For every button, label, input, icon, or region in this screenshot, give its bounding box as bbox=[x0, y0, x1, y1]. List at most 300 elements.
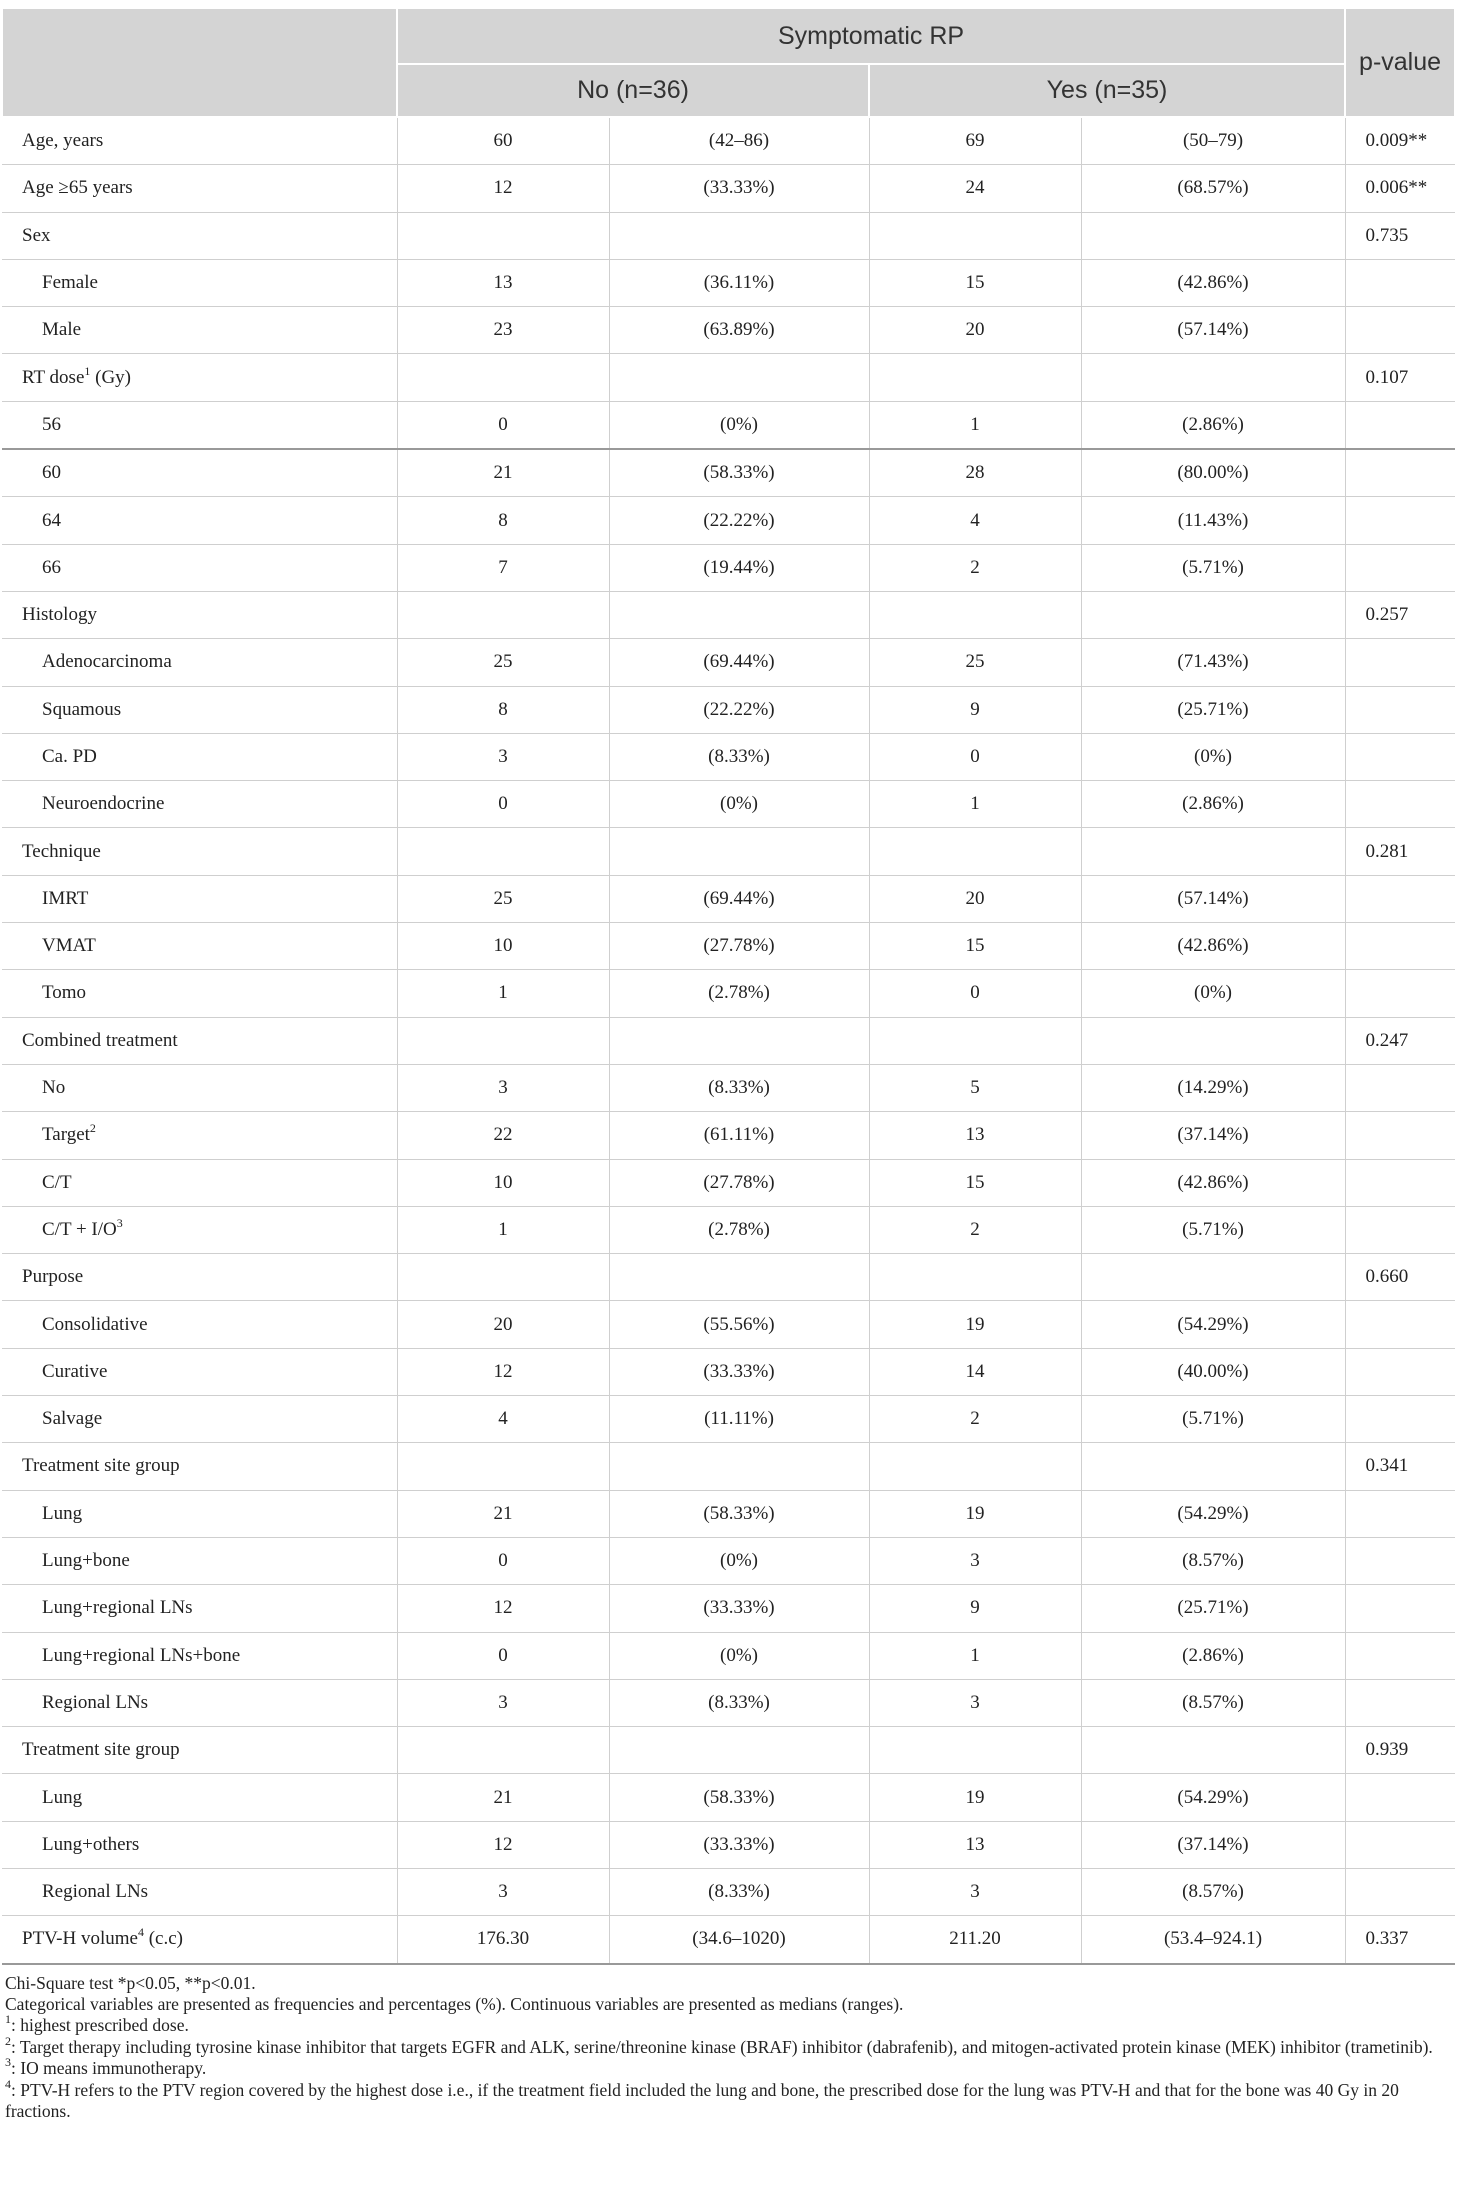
cell-no-count: 3 bbox=[397, 1868, 609, 1915]
table-row bbox=[2, 307, 1455, 354]
table-row bbox=[2, 544, 1455, 591]
row-label bbox=[2, 1727, 397, 1774]
cell-yes-percent: (8.57%) bbox=[1081, 1537, 1345, 1584]
row-label bbox=[2, 401, 397, 449]
cell-yes-percent bbox=[1081, 591, 1345, 638]
row-label bbox=[2, 686, 397, 733]
cell-yes-percent: (54.29%) bbox=[1081, 1774, 1345, 1821]
table-row bbox=[2, 828, 1455, 875]
cell-yes-count: 9 bbox=[869, 686, 1081, 733]
cell-yes-count: 20 bbox=[869, 875, 1081, 922]
cell-no-count: 23 bbox=[397, 307, 609, 354]
cell-no-count: 12 bbox=[397, 1585, 609, 1632]
row-label-text: PTV-H volume bbox=[22, 1928, 138, 1950]
table-row bbox=[2, 1916, 1455, 1964]
cell-pvalue: 0.257 bbox=[1345, 591, 1455, 638]
row-label bbox=[2, 1206, 397, 1253]
cell-yes-count: 1 bbox=[869, 781, 1081, 828]
cell-pvalue bbox=[1345, 1112, 1455, 1159]
cell-yes-count: 2 bbox=[869, 1206, 1081, 1253]
row-label bbox=[2, 117, 397, 165]
row-label-text: VMAT bbox=[42, 935, 96, 957]
cell-yes-count: 25 bbox=[869, 639, 1081, 686]
cell-no-percent: (22.22%) bbox=[609, 497, 869, 544]
cell-pvalue bbox=[1345, 1821, 1455, 1868]
table-row bbox=[2, 1159, 1455, 1206]
row-label-text: Female bbox=[42, 272, 98, 294]
cell-pvalue: 0.735 bbox=[1345, 212, 1455, 259]
cell-pvalue: 0.107 bbox=[1345, 354, 1455, 401]
row-label-text: 60 bbox=[42, 462, 61, 484]
footnote-text: Categorical variables are presented as frequencies and percentages (%). Continuous variables are presented as medians (ranges). bbox=[5, 1993, 904, 2014]
cell-pvalue bbox=[1345, 1537, 1455, 1584]
cell-no-percent: (58.33%) bbox=[609, 1490, 869, 1537]
row-label-text: Regional LNs bbox=[42, 1691, 149, 1713]
cell-no-percent: (22.22%) bbox=[609, 686, 869, 733]
cell-pvalue bbox=[1345, 781, 1455, 828]
cell-pvalue: 0.281 bbox=[1345, 828, 1455, 875]
cell-yes-percent: (25.71%) bbox=[1081, 686, 1345, 733]
cell-yes-percent: (37.14%) bbox=[1081, 1821, 1345, 1868]
footnote-text: Chi-Square test *p<0.05, **p<0.01. bbox=[5, 1972, 256, 1993]
row-label-text: Squamous bbox=[42, 698, 122, 720]
cell-pvalue bbox=[1345, 1064, 1455, 1111]
cell-yes-percent bbox=[1081, 1727, 1345, 1774]
table-body bbox=[2, 117, 1455, 1964]
cell-no-count: 0 bbox=[397, 1632, 609, 1679]
row-label-text: Salvage bbox=[42, 1408, 103, 1430]
cell-no-count bbox=[397, 212, 609, 259]
cell-yes-percent: (50–79) bbox=[1081, 117, 1345, 165]
cell-no-count: 8 bbox=[397, 686, 609, 733]
cell-no-percent: (0%) bbox=[609, 401, 869, 449]
cell-yes-percent: (5.71%) bbox=[1081, 1206, 1345, 1253]
cell-pvalue bbox=[1345, 1868, 1455, 1915]
cell-yes-count: 4 bbox=[869, 497, 1081, 544]
cell-no-percent bbox=[609, 828, 869, 875]
cell-no-count: 25 bbox=[397, 639, 609, 686]
cell-no-percent: (27.78%) bbox=[609, 1159, 869, 1206]
cell-yes-count: 3 bbox=[869, 1679, 1081, 1726]
row-label-text: Curative bbox=[42, 1360, 108, 1382]
table-row bbox=[2, 449, 1455, 497]
cell-pvalue bbox=[1345, 1206, 1455, 1253]
results-table bbox=[1, 7, 1456, 1965]
cell-no-percent: (58.33%) bbox=[609, 1774, 869, 1821]
cell-no-percent bbox=[609, 354, 869, 401]
row-label-text: RT dose bbox=[22, 366, 85, 388]
row-label bbox=[2, 1821, 397, 1868]
cell-no-percent: (0%) bbox=[609, 1537, 869, 1584]
table-row bbox=[2, 1064, 1455, 1111]
cell-yes-percent: (0%) bbox=[1081, 970, 1345, 1017]
row-label bbox=[2, 1443, 397, 1490]
table-row bbox=[2, 497, 1455, 544]
cell-no-count: 3 bbox=[397, 1064, 609, 1111]
row-label bbox=[2, 1585, 397, 1632]
footnote-text: : PTV-H refers to the PTV region covered by the highest dose i.e., if the treatment field included the lung and bone, the prescribed dose for the lung was PTV-H and that for the bone was 40 Gy in 20 fractions. bbox=[5, 2079, 1399, 2122]
cell-yes-count: 9 bbox=[869, 1585, 1081, 1632]
cell-pvalue bbox=[1345, 449, 1455, 497]
cell-no-count: 21 bbox=[397, 1490, 609, 1537]
row-label bbox=[2, 1396, 397, 1443]
cell-no-percent: (36.11%) bbox=[609, 259, 869, 306]
cell-no-percent: (2.78%) bbox=[609, 970, 869, 1017]
cell-yes-percent: (42.86%) bbox=[1081, 1159, 1345, 1206]
cell-yes-percent: (2.86%) bbox=[1081, 1632, 1345, 1679]
table-row bbox=[2, 354, 1455, 401]
cell-yes-percent: (25.71%) bbox=[1081, 1585, 1345, 1632]
row-label bbox=[2, 259, 397, 306]
row-label bbox=[2, 1159, 397, 1206]
cell-no-count: 7 bbox=[397, 544, 609, 591]
cell-pvalue bbox=[1345, 639, 1455, 686]
table-row bbox=[2, 1206, 1455, 1253]
cell-yes-count: 13 bbox=[869, 1821, 1081, 1868]
cell-pvalue bbox=[1345, 544, 1455, 591]
cell-no-count: 176.30 bbox=[397, 1916, 609, 1964]
cell-yes-count bbox=[869, 1443, 1081, 1490]
table-row bbox=[2, 733, 1455, 780]
cell-no-percent: (55.56%) bbox=[609, 1301, 869, 1348]
row-label-unit: (c.c) bbox=[143, 1928, 183, 1950]
cell-pvalue bbox=[1345, 497, 1455, 544]
cell-pvalue bbox=[1345, 733, 1455, 780]
cell-pvalue bbox=[1345, 1632, 1455, 1679]
row-label bbox=[2, 1348, 397, 1395]
cell-no-count: 12 bbox=[397, 165, 609, 212]
table-row bbox=[2, 1585, 1455, 1632]
cell-yes-count: 15 bbox=[869, 1159, 1081, 1206]
cell-yes-percent: (8.57%) bbox=[1081, 1679, 1345, 1726]
table-row bbox=[2, 1727, 1455, 1774]
row-label bbox=[2, 497, 397, 544]
row-label-text: 66 bbox=[42, 556, 61, 578]
cell-yes-count: 19 bbox=[869, 1301, 1081, 1348]
row-label-text: Lung bbox=[42, 1502, 83, 1524]
header-col-no: No (n=36) bbox=[397, 64, 869, 117]
cell-yes-count: 1 bbox=[869, 1632, 1081, 1679]
cell-yes-percent: (2.86%) bbox=[1081, 401, 1345, 449]
cell-yes-count: 69 bbox=[869, 117, 1081, 165]
cell-no-percent: (8.33%) bbox=[609, 1868, 869, 1915]
table-row bbox=[2, 1679, 1455, 1726]
row-label-text: Lung+regional LNs+bone bbox=[42, 1644, 241, 1666]
cell-yes-percent: (57.14%) bbox=[1081, 307, 1345, 354]
cell-no-percent: (33.33%) bbox=[609, 1348, 869, 1395]
row-label-text: Sex bbox=[22, 224, 51, 246]
footnote-marker: 3 bbox=[116, 1215, 123, 1230]
cell-pvalue bbox=[1345, 1396, 1455, 1443]
footnote-marker: 2 bbox=[5, 2033, 11, 2048]
row-label-text: 56 bbox=[42, 413, 61, 435]
row-label-text: Histology bbox=[22, 604, 97, 626]
row-label bbox=[2, 923, 397, 970]
table-row bbox=[2, 970, 1455, 1017]
cell-yes-count: 14 bbox=[869, 1348, 1081, 1395]
cell-yes-count: 1 bbox=[869, 401, 1081, 449]
cell-no-percent: (19.44%) bbox=[609, 544, 869, 591]
cell-no-count: 0 bbox=[397, 781, 609, 828]
cell-no-percent: (58.33%) bbox=[609, 449, 869, 497]
cell-no-count bbox=[397, 1443, 609, 1490]
cell-yes-percent: (42.86%) bbox=[1081, 259, 1345, 306]
cell-pvalue bbox=[1345, 1348, 1455, 1395]
cell-no-count: 60 bbox=[397, 117, 609, 165]
cell-yes-count bbox=[869, 1727, 1081, 1774]
cell-no-percent bbox=[609, 1254, 869, 1301]
cell-no-count bbox=[397, 828, 609, 875]
row-label bbox=[2, 733, 397, 780]
cell-yes-percent: (37.14%) bbox=[1081, 1112, 1345, 1159]
cell-yes-percent bbox=[1081, 1443, 1345, 1490]
row-label-text: Age ≥65 years bbox=[22, 177, 133, 199]
cell-pvalue: 0.006** bbox=[1345, 165, 1455, 212]
table-row bbox=[2, 1443, 1455, 1490]
row-label-text: C/T + I/O bbox=[42, 1218, 117, 1240]
row-label bbox=[2, 828, 397, 875]
cell-no-count: 12 bbox=[397, 1821, 609, 1868]
row-label-text: Target bbox=[42, 1124, 90, 1146]
cell-no-percent: (33.33%) bbox=[609, 1585, 869, 1632]
row-label-text: Regional LNs bbox=[42, 1881, 149, 1903]
cell-pvalue bbox=[1345, 1301, 1455, 1348]
row-label-text: Treatment site group bbox=[22, 1739, 180, 1761]
footnotes bbox=[1, 1973, 1454, 2123]
cell-no-count bbox=[397, 1254, 609, 1301]
cell-pvalue bbox=[1345, 401, 1455, 449]
row-label-text: Tomo bbox=[42, 982, 87, 1004]
cell-no-percent: (11.11%) bbox=[609, 1396, 869, 1443]
cell-yes-percent: (68.57%) bbox=[1081, 165, 1345, 212]
cell-no-count: 22 bbox=[397, 1112, 609, 1159]
row-label bbox=[2, 1064, 397, 1111]
footnote-text: : IO means immunotherapy. bbox=[11, 2058, 207, 2079]
cell-yes-percent: (57.14%) bbox=[1081, 875, 1345, 922]
table-row bbox=[2, 639, 1455, 686]
table-row bbox=[2, 1868, 1455, 1915]
cell-yes-count: 15 bbox=[869, 923, 1081, 970]
table-row bbox=[2, 1490, 1455, 1537]
cell-pvalue: 0.337 bbox=[1345, 1916, 1455, 1964]
cell-yes-percent bbox=[1081, 1254, 1345, 1301]
cell-yes-count: 19 bbox=[869, 1774, 1081, 1821]
cell-yes-count: 0 bbox=[869, 733, 1081, 780]
row-label bbox=[2, 212, 397, 259]
cell-no-percent: (63.89%) bbox=[609, 307, 869, 354]
footnote-marker: 4 bbox=[137, 1925, 144, 1940]
footnote-marker: 4 bbox=[5, 2076, 11, 2091]
cell-no-percent bbox=[609, 1727, 869, 1774]
row-label-text: Lung+others bbox=[42, 1833, 140, 1855]
table-row bbox=[2, 1254, 1455, 1301]
cell-no-count: 0 bbox=[397, 1537, 609, 1584]
cell-no-percent: (69.44%) bbox=[609, 639, 869, 686]
cell-yes-count bbox=[869, 212, 1081, 259]
cell-no-count bbox=[397, 591, 609, 638]
cell-yes-percent: (8.57%) bbox=[1081, 1868, 1345, 1915]
cell-no-count: 21 bbox=[397, 449, 609, 497]
cell-yes-percent: (2.86%) bbox=[1081, 781, 1345, 828]
row-label bbox=[2, 1301, 397, 1348]
cell-no-percent: (33.33%) bbox=[609, 1821, 869, 1868]
footnote-marker: 2 bbox=[89, 1121, 96, 1136]
row-label bbox=[2, 1017, 397, 1064]
cell-no-count: 10 bbox=[397, 1159, 609, 1206]
cell-no-count: 1 bbox=[397, 1206, 609, 1253]
table-row bbox=[2, 1396, 1455, 1443]
row-label bbox=[2, 1490, 397, 1537]
cell-yes-count: 28 bbox=[869, 449, 1081, 497]
cell-yes-percent: (42.86%) bbox=[1081, 923, 1345, 970]
cell-yes-percent: (5.71%) bbox=[1081, 544, 1345, 591]
cell-no-percent: (8.33%) bbox=[609, 1679, 869, 1726]
document-page bbox=[1, 7, 1454, 2122]
footnote-marker: 3 bbox=[5, 2055, 11, 2070]
cell-yes-percent: (40.00%) bbox=[1081, 1348, 1345, 1395]
row-label-text: Neuroendocrine bbox=[42, 793, 165, 815]
cell-yes-count bbox=[869, 1254, 1081, 1301]
footnote bbox=[5, 2076, 1454, 2123]
row-label-text: 64 bbox=[42, 509, 61, 531]
cell-pvalue bbox=[1345, 1774, 1455, 1821]
cell-no-count: 10 bbox=[397, 923, 609, 970]
row-label bbox=[2, 1916, 397, 1964]
row-label-text: Male bbox=[42, 319, 82, 341]
cell-no-percent: (69.44%) bbox=[609, 875, 869, 922]
header-blank bbox=[2, 8, 397, 117]
cell-yes-percent: (14.29%) bbox=[1081, 1064, 1345, 1111]
row-label bbox=[2, 1679, 397, 1726]
cell-no-count: 3 bbox=[397, 1679, 609, 1726]
cell-yes-count: 211.20 bbox=[869, 1916, 1081, 1964]
row-label-text: Combined treatment bbox=[22, 1029, 178, 1051]
cell-yes-count: 5 bbox=[869, 1064, 1081, 1111]
row-label bbox=[2, 307, 397, 354]
table-row bbox=[2, 591, 1455, 638]
cell-pvalue bbox=[1345, 923, 1455, 970]
cell-no-percent: (8.33%) bbox=[609, 1064, 869, 1111]
table-row bbox=[2, 1301, 1455, 1348]
cell-yes-count: 0 bbox=[869, 970, 1081, 1017]
row-label-text: Purpose bbox=[22, 1266, 84, 1288]
cell-no-count: 0 bbox=[397, 401, 609, 449]
table-row bbox=[2, 1112, 1455, 1159]
table-row bbox=[2, 781, 1455, 828]
cell-pvalue: 0.660 bbox=[1345, 1254, 1455, 1301]
cell-no-percent: (42–86) bbox=[609, 117, 869, 165]
cell-no-percent: (8.33%) bbox=[609, 733, 869, 780]
cell-no-count bbox=[397, 1727, 609, 1774]
footnote bbox=[5, 1994, 1454, 2015]
table-row bbox=[2, 1537, 1455, 1584]
table-row bbox=[2, 165, 1455, 212]
cell-yes-count bbox=[869, 828, 1081, 875]
table-row bbox=[2, 117, 1455, 165]
row-label-text: Lung+regional LNs bbox=[42, 1597, 193, 1619]
cell-yes-count bbox=[869, 354, 1081, 401]
cell-yes-percent: (5.71%) bbox=[1081, 1396, 1345, 1443]
cell-no-percent: (0%) bbox=[609, 1632, 869, 1679]
row-label bbox=[2, 1112, 397, 1159]
cell-pvalue: 0.247 bbox=[1345, 1017, 1455, 1064]
cell-yes-count: 24 bbox=[869, 165, 1081, 212]
row-label bbox=[2, 1868, 397, 1915]
cell-pvalue bbox=[1345, 875, 1455, 922]
cell-no-count: 20 bbox=[397, 1301, 609, 1348]
row-label bbox=[2, 1632, 397, 1679]
cell-yes-percent: (53.4–924.1) bbox=[1081, 1916, 1345, 1964]
cell-yes-count: 2 bbox=[869, 544, 1081, 591]
row-label bbox=[2, 165, 397, 212]
header-pvalue: p-value bbox=[1345, 8, 1455, 117]
cell-no-count: 1 bbox=[397, 970, 609, 1017]
cell-yes-count: 3 bbox=[869, 1868, 1081, 1915]
footnote-text: : highest prescribed dose. bbox=[11, 2015, 189, 2036]
cell-pvalue bbox=[1345, 259, 1455, 306]
cell-no-percent bbox=[609, 212, 869, 259]
table-row bbox=[2, 1632, 1455, 1679]
cell-pvalue bbox=[1345, 1585, 1455, 1632]
cell-yes-percent: (0%) bbox=[1081, 733, 1345, 780]
row-label bbox=[2, 449, 397, 497]
cell-no-percent: (0%) bbox=[609, 781, 869, 828]
cell-yes-count: 3 bbox=[869, 1537, 1081, 1584]
cell-yes-percent: (54.29%) bbox=[1081, 1301, 1345, 1348]
cell-pvalue: 0.009** bbox=[1345, 117, 1455, 165]
table-row bbox=[2, 1348, 1455, 1395]
cell-no-count: 12 bbox=[397, 1348, 609, 1395]
cell-yes-count: 13 bbox=[869, 1112, 1081, 1159]
cell-no-percent: (33.33%) bbox=[609, 165, 869, 212]
cell-pvalue bbox=[1345, 686, 1455, 733]
cell-no-percent: (27.78%) bbox=[609, 923, 869, 970]
row-label bbox=[2, 591, 397, 638]
row-label-text: Age, years bbox=[22, 130, 104, 152]
table-row bbox=[2, 1017, 1455, 1064]
cell-pvalue: 0.939 bbox=[1345, 1727, 1455, 1774]
cell-yes-percent bbox=[1081, 828, 1345, 875]
cell-yes-count bbox=[869, 1017, 1081, 1064]
cell-yes-percent: (80.00%) bbox=[1081, 449, 1345, 497]
cell-pvalue bbox=[1345, 1159, 1455, 1206]
table-header bbox=[2, 8, 1455, 117]
table-row bbox=[2, 212, 1455, 259]
cell-no-percent bbox=[609, 591, 869, 638]
cell-yes-percent bbox=[1081, 354, 1345, 401]
row-label-text: Technique bbox=[22, 840, 101, 862]
cell-pvalue bbox=[1345, 1490, 1455, 1537]
cell-no-percent bbox=[609, 1443, 869, 1490]
row-label bbox=[2, 639, 397, 686]
header-group-title: Symptomatic RP bbox=[397, 8, 1345, 64]
row-label bbox=[2, 354, 397, 401]
row-label bbox=[2, 1254, 397, 1301]
row-label-text: Treatment site group bbox=[22, 1455, 180, 1477]
cell-no-percent: (2.78%) bbox=[609, 1206, 869, 1253]
cell-no-count: 8 bbox=[397, 497, 609, 544]
cell-no-percent: (61.11%) bbox=[609, 1112, 869, 1159]
footnote bbox=[5, 2055, 1454, 2079]
row-label bbox=[2, 1774, 397, 1821]
table-row bbox=[2, 923, 1455, 970]
cell-no-count: 25 bbox=[397, 875, 609, 922]
footnote bbox=[5, 1973, 1454, 1994]
cell-no-percent bbox=[609, 1017, 869, 1064]
footnote-text: : Target therapy including tyrosine kinase inhibitor that targets EGFR and ALK, serine/threonine kinase (BRAF) inhibitor (dabrafenib), and mitogen-activated protein kinase (MEK) inhibitor (trametinib). bbox=[11, 2036, 1433, 2057]
cell-yes-percent: (11.43%) bbox=[1081, 497, 1345, 544]
footnote bbox=[5, 2012, 1454, 2036]
